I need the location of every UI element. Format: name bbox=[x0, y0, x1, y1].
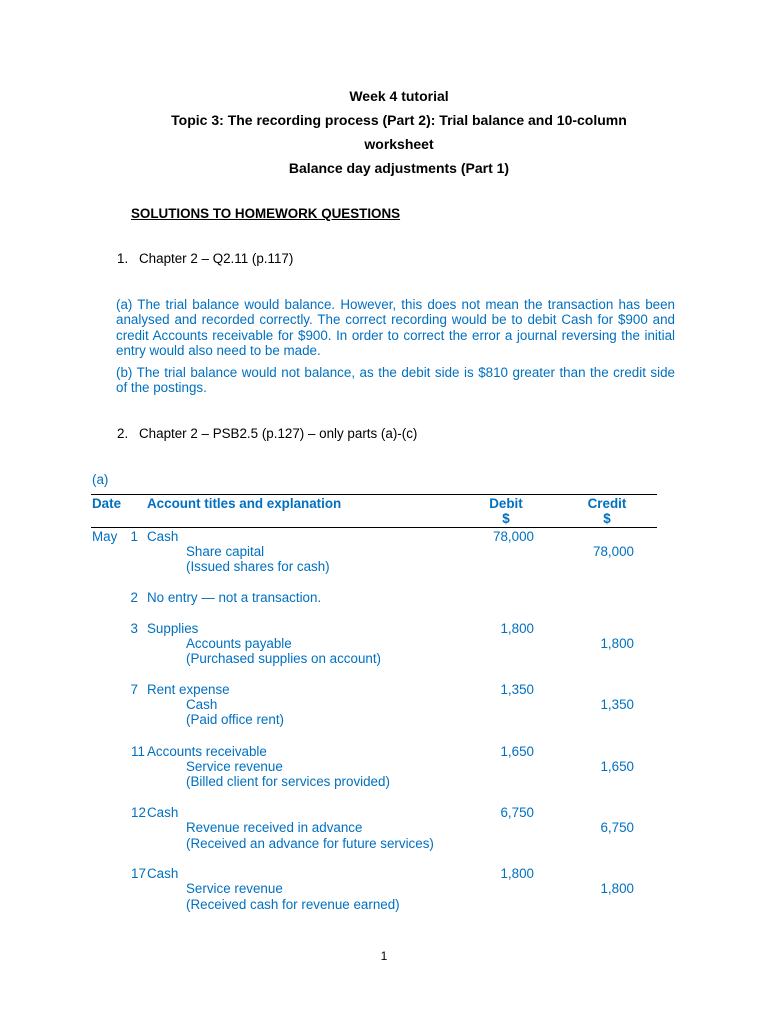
entry-5-explanation: (Billed client for services provided) bbox=[186, 774, 390, 789]
title-week: Week 4 tutorial bbox=[349, 88, 449, 104]
entry-2-note: No entry — not a transaction. bbox=[147, 590, 322, 605]
entry-1-debit-account: Cash bbox=[147, 529, 179, 544]
entry-7-credit: 1,800 bbox=[600, 881, 634, 896]
entry-1-explanation: (Issued shares for cash) bbox=[186, 559, 330, 574]
entry-3-credit: 1,800 bbox=[600, 636, 634, 651]
entry-1-day: 1 bbox=[130, 529, 138, 544]
part-a-label: (a) bbox=[92, 472, 109, 487]
title-balance-day: Balance day adjustments (Part 1) bbox=[288, 160, 510, 176]
entry-4-credit: 1,350 bbox=[600, 697, 634, 712]
entry-1-credit: 78,000 bbox=[593, 544, 634, 559]
question-2-text: Chapter 2 – PSB2.5 (p.127) – only parts (a)-(c) bbox=[139, 426, 418, 441]
question-1-number: 1. bbox=[117, 251, 129, 266]
question-2 bbox=[117, 426, 417, 441]
entry-4-explanation: (Paid office rent) bbox=[186, 712, 284, 727]
entry-6-debit-account: Cash bbox=[147, 805, 179, 820]
entry-6-explanation: (Received an advance for future services) bbox=[186, 836, 434, 851]
entry-5-debit-account: Accounts receivable bbox=[147, 744, 267, 759]
entry-7-debit-account: Cash bbox=[147, 866, 179, 881]
entry-5-credit-account: Service revenue bbox=[186, 759, 283, 774]
entry-2-day: 2 bbox=[130, 590, 138, 605]
entry-4-debit: 1,350 bbox=[500, 682, 534, 697]
question-2-number: 2. bbox=[117, 426, 129, 441]
header-account: Account titles and explanation bbox=[147, 496, 342, 511]
header-credit: Credit bbox=[587, 496, 627, 511]
question-1 bbox=[117, 251, 293, 266]
entry-4-credit-account: Cash bbox=[186, 697, 218, 712]
entry-6-debit: 6,750 bbox=[500, 805, 534, 820]
header-credit-unit: $ bbox=[603, 511, 611, 526]
table-header-rule bbox=[91, 527, 657, 528]
entry-6-day: 12 bbox=[131, 805, 146, 820]
answer-1b: (b) The trial balance would not balance, as the debit side is $810 greater than the credit side of the postings. bbox=[116, 365, 675, 396]
entry-5-credit: 1,650 bbox=[600, 759, 634, 774]
page-number: 1 bbox=[380, 949, 388, 963]
title-topic: Topic 3: The recording process (Part 2): Trial balance and 10-column bbox=[171, 112, 627, 128]
entry-4-debit-account: Rent expense bbox=[147, 682, 230, 697]
entry-1-credit-account: Share capital bbox=[186, 544, 265, 559]
header-debit-unit: $ bbox=[502, 511, 510, 526]
entry-4-day: 7 bbox=[130, 682, 138, 697]
entry-6-credit-account: Revenue received in advance bbox=[186, 820, 363, 835]
entry-7-day: 17 bbox=[131, 866, 146, 881]
entry-3-explanation: (Purchased supplies on account) bbox=[186, 651, 382, 666]
question-1-text: Chapter 2 – Q2.11 (p.117) bbox=[139, 251, 294, 266]
header-debit: Debit bbox=[489, 496, 523, 511]
table-top-rule bbox=[91, 494, 657, 495]
title-topic-continued: worksheet bbox=[364, 136, 434, 152]
month-label: May bbox=[92, 529, 118, 544]
entry-3-credit-account: Accounts payable bbox=[186, 636, 292, 651]
entry-6-credit: 6,750 bbox=[600, 820, 634, 835]
entry-1-debit: 78,000 bbox=[493, 529, 534, 544]
header-date: Date bbox=[92, 496, 122, 511]
entry-5-debit: 1,650 bbox=[500, 744, 534, 759]
entry-3-day: 3 bbox=[130, 621, 138, 636]
answer-1a: (a) The trial balance would balance. However, this does not mean the transaction has been analysed and recorded correctly. The correct recording would be to debit Cash for $900 and credit Accounts receivable for $900. In order to correct the error a journal reversing the initial entry would also need to be made. bbox=[116, 297, 675, 359]
section-heading: SOLUTIONS TO HOMEWORK QUESTIONS bbox=[131, 206, 401, 221]
entry-3-debit-account: Supplies bbox=[147, 621, 199, 636]
entry-5-day: 11 bbox=[131, 744, 145, 759]
entry-7-explanation: (Received cash for revenue earned) bbox=[186, 897, 400, 912]
entry-7-debit: 1,800 bbox=[500, 866, 534, 881]
entry-3-debit: 1,800 bbox=[500, 621, 534, 636]
entry-7-credit-account: Service revenue bbox=[186, 881, 283, 896]
